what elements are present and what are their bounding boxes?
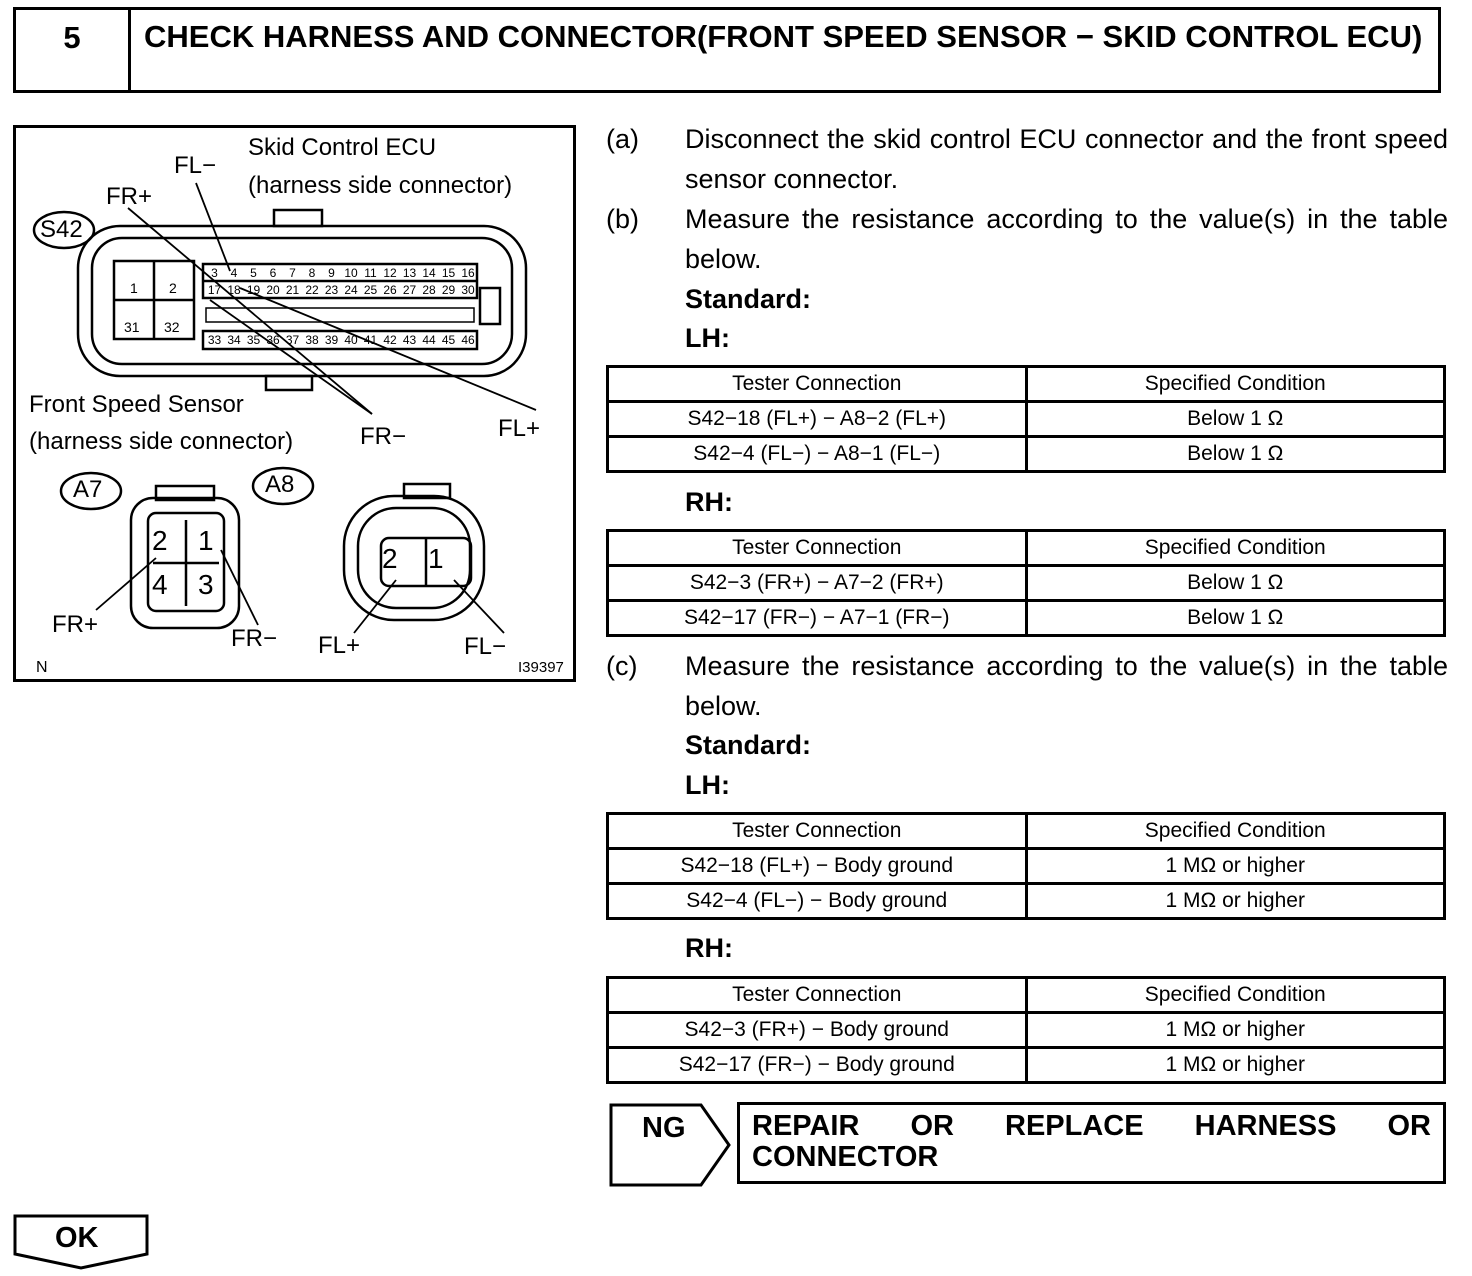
ecu-pin-label: 41 <box>363 333 378 347</box>
step-b-tag: (b) <box>606 204 639 234</box>
label-fr-minus-mid: FR− <box>360 423 407 450</box>
ng-action-box <box>737 1102 1446 1184</box>
step-title: CHECK HARNESS AND CONNECTOR(FRONT SPEED SENSOR − SKID CONTROL ECU) <box>144 19 1423 54</box>
ecu-pin-label: 23 <box>324 283 339 297</box>
a7-pin-1: 1 <box>198 525 214 556</box>
ng-label: NG <box>642 1112 686 1144</box>
ecu-pin-label: 26 <box>383 283 397 297</box>
ecu-pin-label: 18 <box>227 283 241 297</box>
ecu-pin-label: 15 <box>441 266 456 280</box>
col-tester-header: Tester Connection <box>608 367 1027 402</box>
step-a-text: Disconnect the skid control ECU connector and the front speed sensor connector. <box>685 124 1448 194</box>
ecu-pin-label: 14 <box>422 266 436 280</box>
label-fl-minus-top: FL− <box>174 152 217 179</box>
ecu-pin-label: 33 <box>207 333 222 347</box>
step-c-tag: (c) <box>606 651 638 681</box>
ng-word: REPAIR <box>752 1110 860 1142</box>
ecu-title-line1: Skid Control ECU <box>248 134 437 161</box>
col-tester-header: Tester Connection <box>608 978 1027 1013</box>
tester-connection-cell: S42−4 (FL−) − Body ground <box>608 884 1027 919</box>
specified-condition-cell: Below 1 Ω <box>1026 437 1445 472</box>
sensor-title-line1: Front Speed Sensor <box>29 391 244 418</box>
a8-connector-outer <box>344 496 484 620</box>
tester-connection-cell: S42−3 (FR+) − A7−2 (FR+) <box>608 566 1027 601</box>
table-header-row <box>608 531 1445 566</box>
col-condition-header: Specified Condition <box>1026 978 1445 1013</box>
table-c-lh <box>606 812 1446 920</box>
ecu-pin-label: 11 <box>364 266 377 280</box>
table-row <box>608 1013 1445 1048</box>
ecu-pin-label: 12 <box>383 266 397 280</box>
ecu-connector-id: S42 <box>40 216 83 243</box>
label-fl-plus-mid: FL+ <box>498 415 541 442</box>
specified-condition-cell: Below 1 Ω <box>1026 601 1445 636</box>
table-header-row <box>608 978 1445 1013</box>
ecu-pin-label: 30 <box>461 283 475 297</box>
step-b-text: Measure the resistance according to the value(s) in the table below. <box>685 204 1448 274</box>
a7-pin-2: 2 <box>152 525 168 556</box>
label-fl-plus-bottom: FL+ <box>318 632 361 659</box>
table-b-lh <box>606 365 1446 473</box>
sensor-title-line2: (harness side connector) <box>29 428 294 455</box>
ecu-pin-label: 36 <box>266 333 280 347</box>
ecu-pin-label: 29 <box>441 283 456 297</box>
ecu-pin-label: 35 <box>246 333 261 347</box>
standard-label-c: Standard: <box>685 730 812 760</box>
ok-label: OK <box>55 1222 99 1254</box>
tester-connection-cell: S42−18 (FL+) − Body ground <box>608 849 1027 884</box>
step-number: 5 <box>16 10 131 90</box>
ecu-pin-label: 4 <box>230 266 238 280</box>
pin-large-32: 32 <box>164 319 180 335</box>
lh-label-c: LH: <box>685 770 730 800</box>
pin-large-2: 2 <box>169 280 177 296</box>
a7-pin-4: 4 <box>152 569 168 600</box>
ecu-pin-label: 7 <box>289 266 296 280</box>
ecu-pin-label: 43 <box>402 333 417 347</box>
ecu-pin-label: 39 <box>324 333 339 347</box>
ecu-pin-label: 8 <box>308 266 316 280</box>
ecu-pin-label: 24 <box>344 283 358 297</box>
ecu-pin-label: 13 <box>402 266 417 280</box>
a7-connector-id: A7 <box>73 476 103 503</box>
specified-condition-cell: Below 1 Ω <box>1026 566 1445 601</box>
ng-word: HARNESS <box>1194 1110 1337 1142</box>
a7-pin-3: 3 <box>198 569 214 600</box>
ecu-side-key <box>480 288 500 324</box>
step-c <box>606 646 1448 726</box>
ecu-pin-label: 22 <box>305 283 319 297</box>
tester-connection-cell: S42−18 (FL+) − A8−2 (FL+) <box>608 402 1027 437</box>
ecu-pin-label: 37 <box>285 333 300 347</box>
ng-action-line2: CONNECTOR <box>752 1141 939 1173</box>
ecu-pin-label: 44 <box>422 333 436 347</box>
a8-pin-1: 1 <box>428 543 444 574</box>
table-c-rh <box>606 976 1446 1084</box>
ecu-pin-label: 10 <box>344 266 358 280</box>
col-tester-header: Tester Connection <box>608 531 1027 566</box>
table-row <box>608 849 1445 884</box>
table-row <box>608 1048 1445 1083</box>
ecu-pin-label: 27 <box>402 283 417 297</box>
ecu-pin-label: 38 <box>305 333 319 347</box>
ecu-pin-label: 5 <box>250 266 257 280</box>
specified-condition-cell: 1 MΩ or higher <box>1026 1013 1445 1048</box>
ecu-pin-label: 20 <box>266 283 280 297</box>
ecu-pin-label: 16 <box>461 266 475 280</box>
step-c-text: Measure the resistance according to the value(s) in the table below. <box>685 651 1448 721</box>
step-header <box>13 7 1441 93</box>
ecu-pin-label: 9 <box>328 266 335 280</box>
ecu-pin-label: 19 <box>246 283 261 297</box>
label-fr-plus-bottom: FR+ <box>52 611 99 638</box>
rh-label-b: RH: <box>685 487 733 517</box>
ecu-pin-label: 6 <box>269 266 277 280</box>
col-tester-header: Tester Connection <box>608 814 1027 849</box>
figure-code: I39397 <box>518 659 564 676</box>
col-condition-header: Specified Condition <box>1026 531 1445 566</box>
tester-connection-cell: S42−3 (FR+) − Body ground <box>608 1013 1027 1048</box>
ecu-pin-label: 40 <box>344 333 358 347</box>
table-row <box>608 566 1445 601</box>
ecu-pin-label: 25 <box>363 283 378 297</box>
ecu-pin-label: 45 <box>441 333 456 347</box>
ecu-pin-label: 3 <box>211 266 218 280</box>
ng-word: OR <box>910 1110 954 1142</box>
rh-label-c: RH: <box>685 933 733 963</box>
ecu-pin-label: 21 <box>285 283 300 297</box>
step-a <box>606 119 1448 199</box>
ecu-pin-label: 42 <box>383 333 397 347</box>
ecu-pin-label: 28 <box>422 283 436 297</box>
ecu-bottom-latch <box>266 376 312 390</box>
specified-condition-cell: 1 MΩ or higher <box>1026 1048 1445 1083</box>
pin-large-31: 31 <box>124 319 140 335</box>
tester-connection-cell: S42−4 (FL−) − A8−1 (FL−) <box>608 437 1027 472</box>
tester-connection-cell: S42−17 (FR−) − Body ground <box>608 1048 1027 1083</box>
specified-condition-cell: Below 1 Ω <box>1026 402 1445 437</box>
specified-condition-cell: 1 MΩ or higher <box>1026 884 1445 919</box>
table-row <box>608 884 1445 919</box>
step-b <box>606 199 1448 279</box>
ecu-top-latch <box>274 210 322 226</box>
table-row <box>608 601 1445 636</box>
connector-diagram <box>13 125 576 682</box>
ecu-pin-label: 17 <box>207 283 222 297</box>
table-b-rh <box>606 529 1446 637</box>
a8-connector-inner <box>358 508 470 608</box>
col-condition-header: Specified Condition <box>1026 814 1445 849</box>
table-row <box>608 402 1445 437</box>
label-fr-minus-bottom: FR− <box>231 625 278 652</box>
step-a-tag: (a) <box>606 124 639 154</box>
ecu-pin-label: 34 <box>227 333 241 347</box>
ecu-center-slot <box>206 308 474 322</box>
table-header-row <box>608 814 1445 849</box>
lh-label-b: LH: <box>685 323 730 353</box>
standard-label-b: Standard: <box>685 284 812 314</box>
figure-corner-n: N <box>36 659 48 676</box>
ecu-title-line2: (harness side connector) <box>248 172 513 199</box>
col-condition-header: Specified Condition <box>1026 367 1445 402</box>
a8-connector-id: A8 <box>265 471 295 498</box>
tester-connection-cell: S42−17 (FR−) − A7−1 (FR−) <box>608 601 1027 636</box>
pin-large-1: 1 <box>130 280 138 296</box>
ng-word: OR <box>1387 1110 1431 1142</box>
ng-word: REPLACE <box>1005 1110 1144 1142</box>
label-fl-minus-bottom: FL− <box>464 633 507 660</box>
ng-action-line1 <box>752 1111 1431 1142</box>
ecu-pin-label: 46 <box>461 333 475 347</box>
a8-pin-2: 2 <box>382 543 398 574</box>
label-fr-plus-top: FR+ <box>106 183 153 210</box>
table-row <box>608 437 1445 472</box>
specified-condition-cell: 1 MΩ or higher <box>1026 849 1445 884</box>
table-header-row <box>608 367 1445 402</box>
